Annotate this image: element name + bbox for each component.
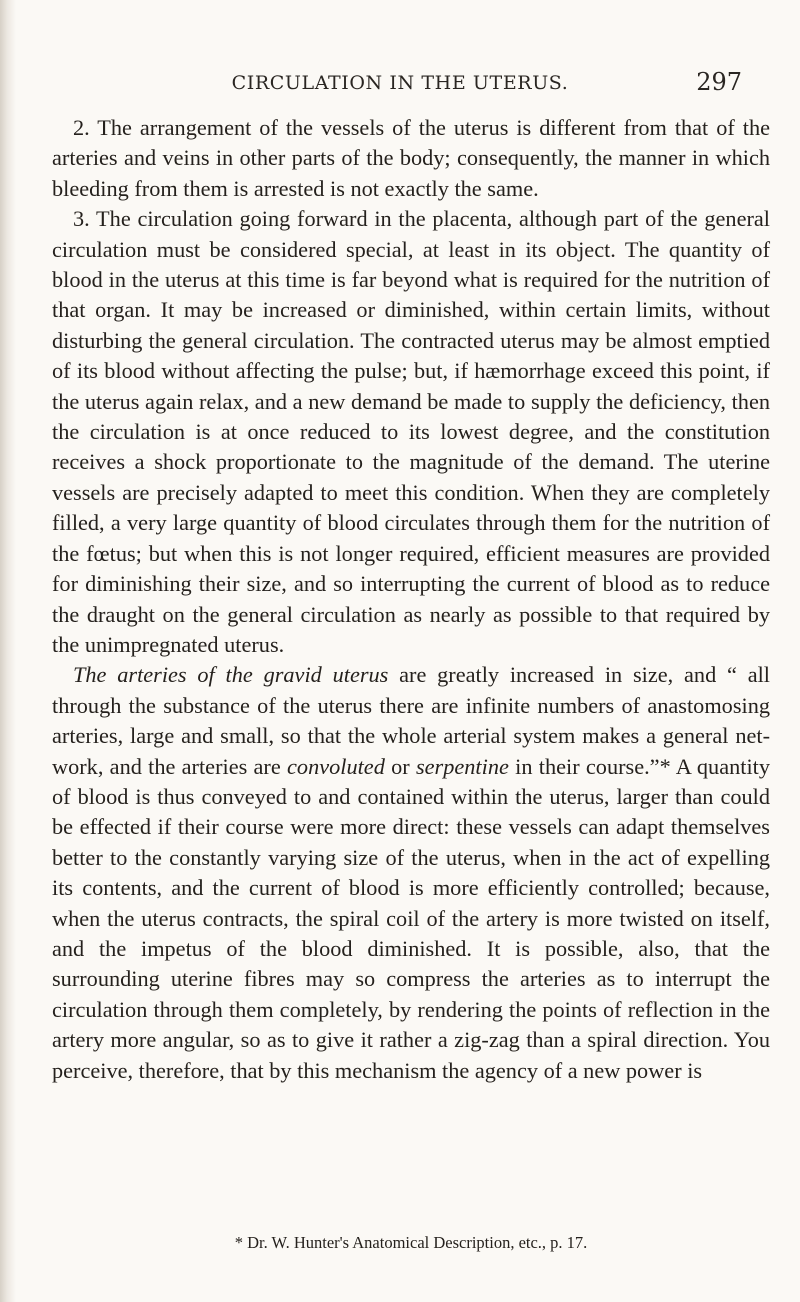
spine-shadow (0, 0, 16, 1302)
paragraph-4-text-1: are greatly increased in size, and “ all through the substance of the uterus there are infinite numbers of anastomosing arteries, large and small, so that the whole arterial system makes a general net-work, and the arteries are (52, 662, 770, 779)
body-text (52, 113, 770, 1086)
paragraph-4-text-or: or (384, 753, 416, 779)
italic-convoluted: convoluted (287, 753, 385, 779)
paragraph-4-italic-lead: The arteries of the gravid uterus (73, 662, 389, 688)
footnote: * Dr. W. Hunter's Anatomical Description, etc., p. 17. (234, 1233, 588, 1252)
page-header (0, 60, 800, 96)
italic-serpentine: serpentine (415, 753, 509, 779)
paragraph-3: 3. The circulation going forward in the placenta, although part of the general circulation must be considered special, at least in its object. The quantity of blood in the uterus at this time is far beyond what is required for the nutrition of that organ. It may be increased or diminished, within certain limits, without disturbing the general circulation. The contracted uterus may be almost emptied of its blood without affecting the pulse; but, if hæmorrhage exceed this point, if the uterus again relax, and a new demand be made to supply the deficiency, then the circulation is at once reduced to its lowest degree, and the constitution receives a shock proportionate to the magnitude of the demand. The uterine vessels are precisely adapted to meet this condition. When they are completely filled, a very large quantity of blood circulates through them for the nutrition of the fœtus; but when this is not longer required, efficient measures are provided for diminishing their size, and so interrupting the current of blood as to reduce the draught on the general circulation as nearly as possible to that required by the unimpregnated uterus. (52, 206, 770, 657)
running-head: CIRCULATION IN THE UTERUS. (231, 72, 569, 94)
paragraph-4 (52, 660, 770, 1086)
page-number: 297 (696, 68, 742, 96)
paragraph-4-text-2: in their course.”* A quantity of blood is thus conveyed to and contained within the uterus, larger than could be effected if their course were more direct: these vessels can adapt themselves better to the constantly varying size of the uterus, when in the act of expelling its contents, and the current of blood is more efficiently controlled; because, when the uterus contracts, the spiral coil of the artery is more twisted on itself, and the impetus of the blood diminished. It is possible, also, that the surrounding uterine fibres may so compress the arteries as to interrupt the circulation through them completely, by rendering the points of reflection in the artery more angular, so as to give it rather a zig-zag than a spiral direction. You perceive, therefore, that by this mechanism the agency of a new power is (52, 753, 770, 1083)
paragraph-2: 2. The arrangement of the vessels of the uterus is different from that of the arteries and veins in other parts of the body; consequently, the manner in which bleeding from them is arrested is not exactly the same. (52, 115, 770, 201)
